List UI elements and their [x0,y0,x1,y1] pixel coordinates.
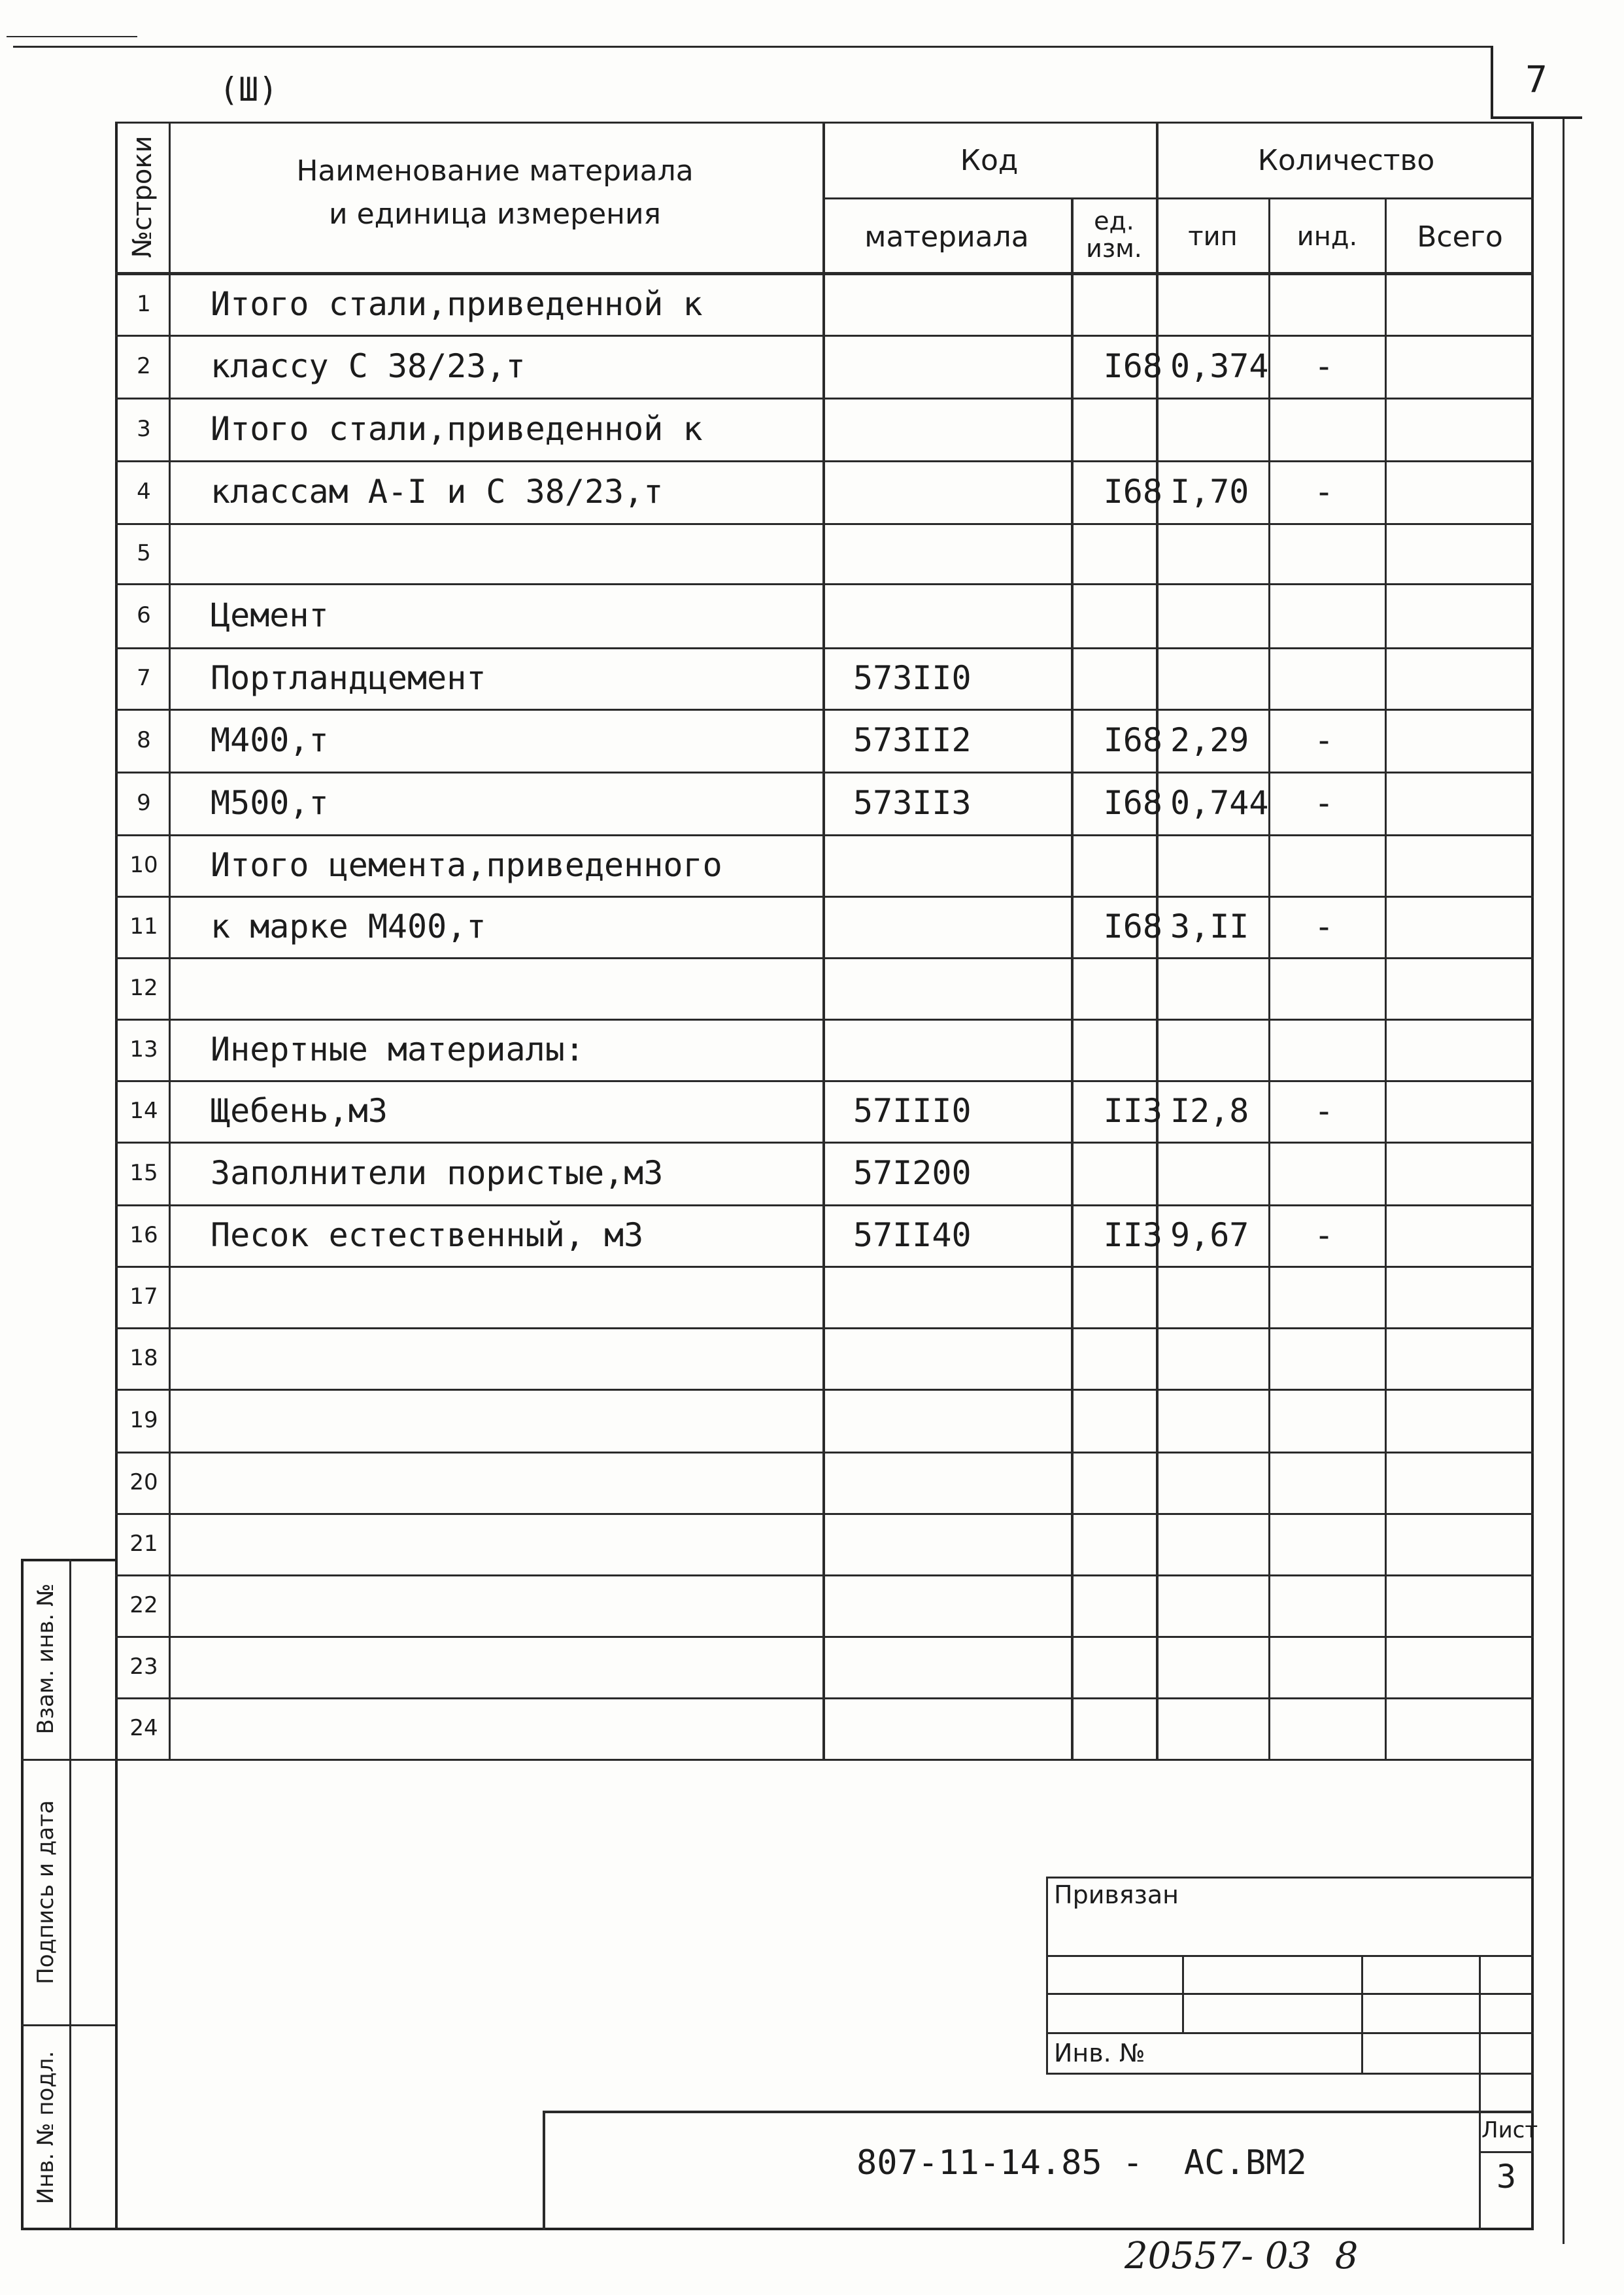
side-stamp-line-1 [21,1759,115,1761]
header-qty-type: тип [1188,222,1238,252]
row-number: 11 [129,913,158,940]
right-margin-line [1563,119,1565,2244]
qty-type [1170,957,1281,1019]
qty-type [1170,1266,1281,1327]
qty-ind [1291,834,1357,896]
row-divider [115,1759,1534,1761]
archive-number: 20557- 03 8 [1125,2235,1359,2277]
row-number: 18 [129,1345,158,1371]
qty-ind [1291,1327,1357,1389]
row-number: 6 [137,602,151,628]
material-code: 573II3 [853,784,972,822]
qty-ind [1291,583,1357,647]
qty-type [1170,398,1281,460]
qty-ind [1291,1019,1357,1080]
stamp-vline-1 [1182,1955,1184,2032]
row-number: 14 [129,1098,158,1124]
unit-code [1085,1452,1162,1513]
qty-ind [1291,1142,1357,1204]
unit-code [1085,957,1162,1019]
material-name: Цемент [211,596,329,634]
material-name: Портландцемент [211,659,486,697]
qty-ind [1291,273,1357,335]
row-number: 19 [129,1407,158,1433]
material-name: к марке М400,т [211,908,486,945]
unit-code: I68 [1103,473,1162,511]
page-number: 7 [1525,59,1548,101]
row-number: 7 [137,665,151,691]
material-name: классам А-I и С 38/23,т [211,473,664,511]
qty-ind: - [1313,1216,1334,1254]
material-code: 573II0 [853,659,972,697]
unit-code [1085,834,1162,896]
qty-type [1170,583,1281,647]
qty-ind: - [1313,721,1334,759]
row-number: 4 [137,479,151,505]
stamp-vline-2 [1361,1955,1363,2073]
unit-code: II3 [1103,1092,1162,1130]
qty-type [1170,1636,1281,1697]
qty-type: I2,8 [1170,1092,1249,1130]
qty-ind [1291,523,1357,583]
side-label-signature: Подпись и дата [33,1800,59,1984]
row-number: 5 [137,540,151,566]
qty-type: 9,67 [1170,1216,1249,1254]
stamp-line-a [1046,1955,1534,1957]
unit-code [1085,1513,1162,1574]
material-name: классу С 38/23,т [211,347,526,385]
row-number: 8 [137,727,151,753]
title-block-top [543,2111,1534,2113]
row-number: 21 [129,1531,158,1557]
row-number: 12 [129,975,158,1001]
stamp-line-b [1046,1993,1534,1995]
header-mid-line [822,197,1534,199]
qty-ind: - [1313,908,1334,945]
section-mark: (Ш) [219,71,279,109]
row-number: 16 [129,1222,158,1248]
qty-type [1170,273,1281,335]
row-number: 9 [137,790,151,816]
header-quantity: Количество [1257,143,1435,177]
material-name: Инертные материалы: [211,1030,584,1068]
sheet-number: 3 [1496,2158,1517,2196]
material-name: М400,т [211,721,329,759]
stamp-left-line [1046,1877,1048,2073]
side-stamp-divider [69,1559,71,2230]
stamp-top-line [1046,1877,1534,1878]
row-number: 17 [129,1284,158,1310]
header-qty-ind: инд. [1296,222,1358,252]
side-label-inv-original: Инв. № подл. [33,2050,59,2205]
qty-ind: - [1313,1092,1334,1130]
material-name: Песок естественный, м3 [211,1216,644,1254]
unit-code [1085,1142,1162,1204]
material-name: М500,т [211,784,329,822]
qty-type [1170,1574,1281,1636]
qty-type [1170,1327,1281,1389]
material-name: Щебень,м3 [211,1092,388,1130]
unit-code: I68 [1103,784,1162,822]
unit-code [1085,523,1162,583]
material-code: 57I200 [853,1154,972,1192]
row-number: 13 [129,1036,158,1062]
unit-code [1085,1574,1162,1636]
qty-type: 0,744 [1170,784,1269,822]
qty-ind [1291,1513,1357,1574]
col-line-ind [1385,197,1387,1759]
unit-code [1085,1266,1162,1327]
qty-type [1170,523,1281,583]
header-qty-total: Всего [1417,220,1503,254]
row-number: 1 [137,291,151,317]
qty-ind: - [1313,347,1334,385]
row-number: 20 [129,1469,158,1495]
unit-code: II3 [1103,1216,1162,1254]
qty-type [1170,1452,1281,1513]
row-number: 23 [129,1654,158,1680]
material-code: 57II40 [853,1216,972,1254]
qty-ind [1291,1452,1357,1513]
qty-ind [1291,957,1357,1019]
qty-type: I,70 [1170,473,1249,511]
stamp-line-c [1046,2032,1534,2034]
top-rule [13,46,1491,48]
qty-type [1170,1142,1281,1204]
row-number: 22 [129,1592,158,1618]
qty-ind [1291,1266,1357,1327]
unit-code: I68 [1103,721,1162,759]
qty-type [1170,1697,1281,1759]
unit-code [1085,1636,1162,1697]
qty-ind [1291,1574,1357,1636]
material-code: 573II2 [853,721,972,759]
qty-type [1170,647,1281,709]
qty-ind [1291,1389,1357,1452]
unit-code [1085,1327,1162,1389]
material-name: Итого стали,приведенной к [211,410,703,448]
stamp-line-d [1046,2073,1534,2075]
qty-type [1170,1019,1281,1080]
qty-ind [1291,398,1357,460]
qty-ind [1291,1636,1357,1697]
sheet-label-line [1479,2151,1534,2153]
qty-type [1170,1389,1281,1452]
qty-ind: - [1313,784,1334,822]
material-name: Заполнители пористые,м3 [211,1154,664,1192]
qty-type [1170,1513,1281,1574]
document-designation: 807-11-14.85 - АС.ВМ2 [856,2143,1307,2183]
unit-code [1085,1019,1162,1080]
unit-code [1085,1389,1162,1452]
inv-label: Инв. № [1054,2039,1145,2067]
scan-mark [7,36,137,37]
unit-code [1085,647,1162,709]
qty-ind [1291,1697,1357,1759]
header-code: Код [960,143,1019,177]
header-code-unit: ед. изм. [1086,207,1142,263]
qty-type: 3,II [1170,908,1249,945]
side-label-replace-inv: Взам. инв. № [33,1583,59,1735]
title-block-left [543,2111,545,2230]
material-name: Итого цемента,приведенного [211,846,722,884]
header-material-name: Наименование материала и единица измерения [296,154,694,231]
row-number: 15 [129,1160,158,1186]
unit-code: I68 [1103,347,1162,385]
header-code-material: материала [864,220,1029,254]
qty-ind [1291,647,1357,709]
row-number: 24 [129,1715,158,1741]
unit-code [1085,273,1162,335]
row-number: 10 [129,852,158,878]
row-number: 3 [137,416,151,442]
unit-code: I68 [1103,908,1162,945]
qty-type: 0,374 [1170,347,1269,385]
linked-label: Привязан [1054,1880,1179,1909]
unit-code [1085,583,1162,647]
unit-code [1085,1697,1162,1759]
row-number: 2 [137,353,151,379]
material-code: 57III0 [853,1092,972,1130]
qty-type [1170,834,1281,896]
qty-ind: - [1313,473,1334,511]
header-row-number: №строки [127,135,158,258]
sheet-label: Лист [1481,2117,1538,2143]
qty-type: 2,29 [1170,721,1249,759]
unit-code [1085,398,1162,460]
material-name: Итого стали,приведенной к [211,285,703,323]
col-line-code [1071,197,1074,1759]
